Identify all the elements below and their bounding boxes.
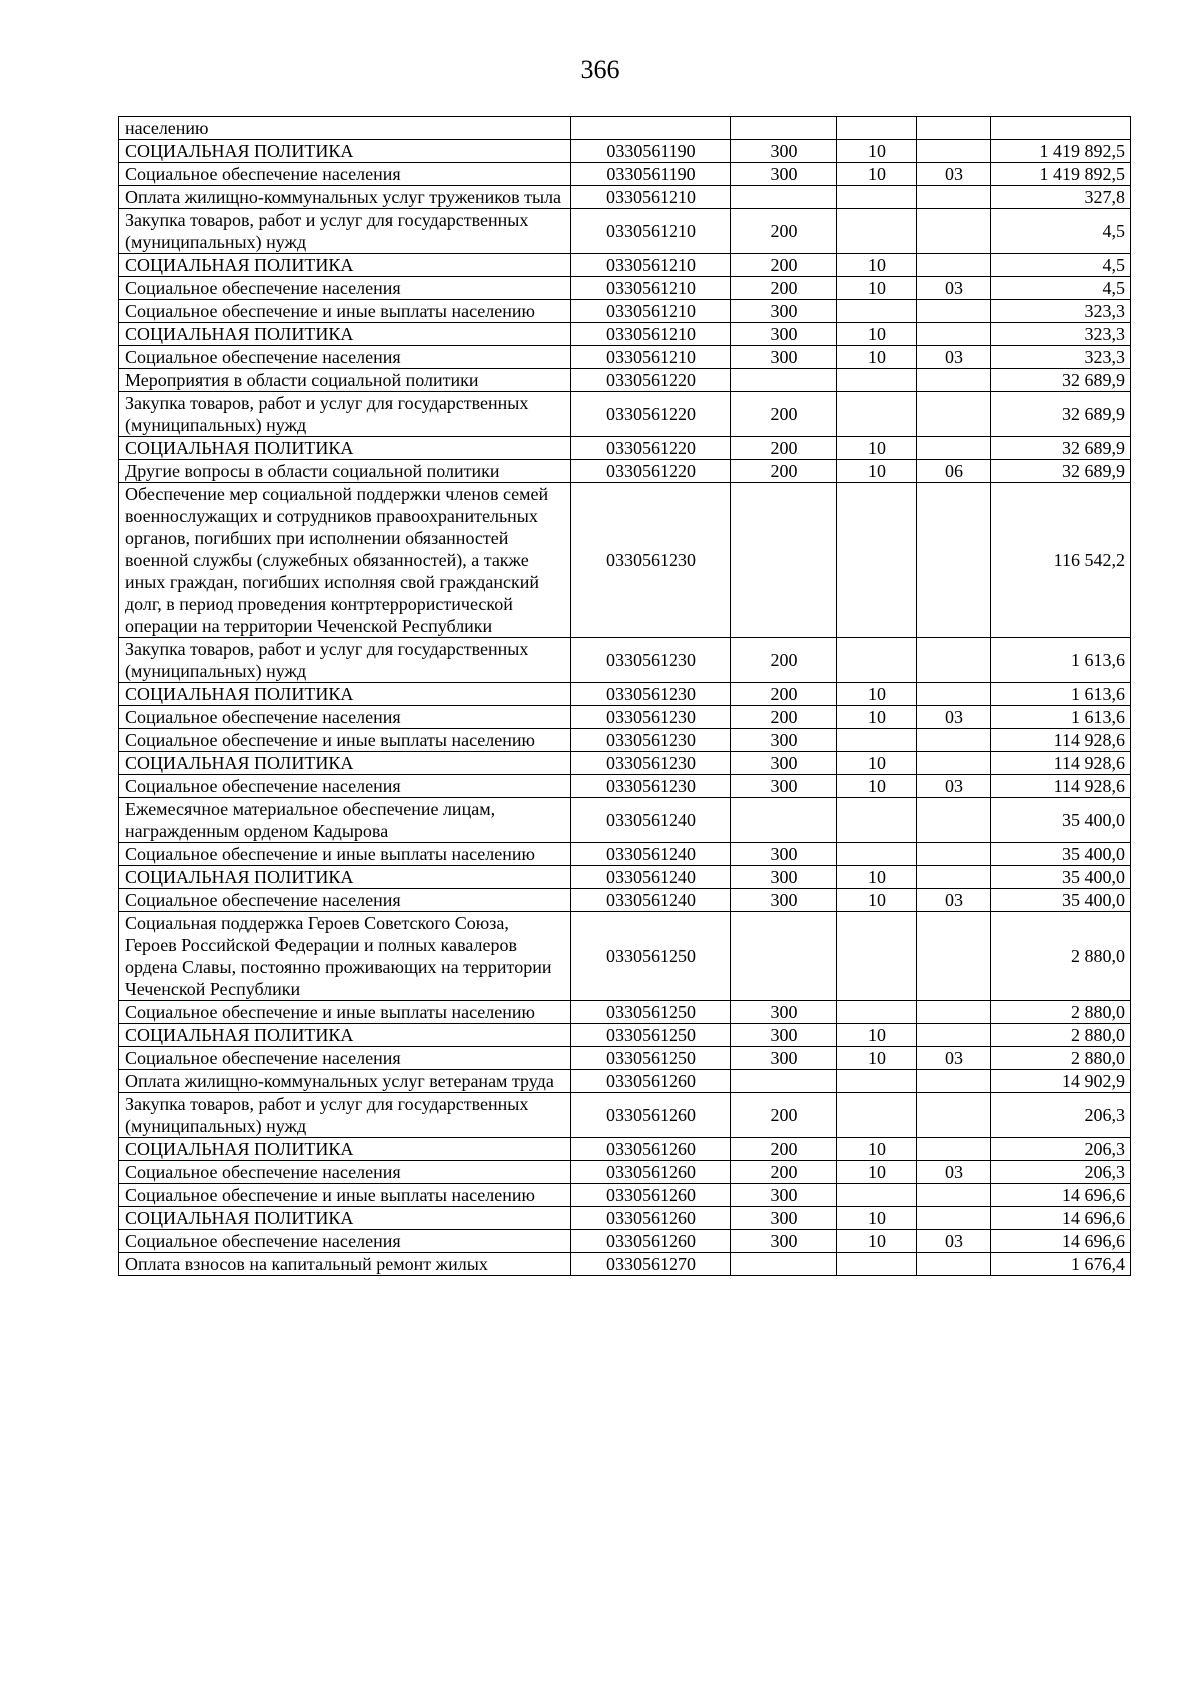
subsection-code-cell	[917, 1138, 991, 1161]
item-name-cell: Социальное обеспечение населения	[119, 775, 571, 798]
subsection-code-cell: 03	[917, 277, 991, 300]
expense-type-code-cell	[731, 369, 837, 392]
expense-type-code-cell: 200	[731, 683, 837, 706]
section-code-cell	[837, 209, 917, 254]
item-name-cell: СОЦИАЛЬНАЯ ПОЛИТИКА	[119, 1138, 571, 1161]
subsection-code-cell	[917, 186, 991, 209]
expense-type-code-cell: 300	[731, 1001, 837, 1024]
subsection-code-cell: 03	[917, 1161, 991, 1184]
expense-type-code-cell: 200	[731, 392, 837, 437]
expense-type-code-cell	[731, 117, 837, 140]
subsection-code-cell: 03	[917, 163, 991, 186]
expense-type-code-cell: 200	[731, 1161, 837, 1184]
table-row	[119, 254, 1131, 277]
table-row	[119, 1024, 1131, 1047]
subsection-code-cell	[917, 798, 991, 843]
expense-type-code-cell: 300	[731, 729, 837, 752]
section-code-cell: 10	[837, 460, 917, 483]
table-row	[119, 369, 1131, 392]
section-code-cell	[837, 729, 917, 752]
target-article-code-cell: 0330561220	[571, 437, 731, 460]
expense-type-code-cell: 300	[731, 1230, 837, 1253]
table-row	[119, 460, 1131, 483]
target-article-code-cell: 0330561230	[571, 775, 731, 798]
item-name-cell: Социальное обеспечение и иные выплаты населению	[119, 729, 571, 752]
target-article-code-cell: 0330561210	[571, 186, 731, 209]
amount-cell: 35 400,0	[991, 843, 1131, 866]
amount-cell: 14 696,6	[991, 1207, 1131, 1230]
target-article-code-cell: 0330561230	[571, 683, 731, 706]
section-code-cell	[837, 483, 917, 638]
subsection-code-cell: 03	[917, 1047, 991, 1070]
target-article-code-cell	[571, 117, 731, 140]
item-name-cell: Социальное обеспечение населения	[119, 706, 571, 729]
item-name-cell: СОЦИАЛЬНАЯ ПОЛИТИКА	[119, 437, 571, 460]
expense-type-code-cell: 300	[731, 1184, 837, 1207]
amount-cell: 1 613,6	[991, 638, 1131, 683]
target-article-code-cell: 0330561230	[571, 706, 731, 729]
page-number: 366	[580, 55, 620, 84]
subsection-code-cell	[917, 323, 991, 346]
expense-type-code-cell	[731, 912, 837, 1001]
amount-cell: 206,3	[991, 1138, 1131, 1161]
section-code-cell: 10	[837, 889, 917, 912]
table-row	[119, 300, 1131, 323]
amount-cell: 14 696,6	[991, 1184, 1131, 1207]
subsection-code-cell	[917, 843, 991, 866]
item-name-cell: Социальное обеспечение и иные выплаты населению	[119, 1184, 571, 1207]
target-article-code-cell: 0330561240	[571, 843, 731, 866]
amount-cell: 35 400,0	[991, 889, 1131, 912]
subsection-code-cell	[917, 483, 991, 638]
amount-cell: 114 928,6	[991, 752, 1131, 775]
target-article-code-cell: 0330561230	[571, 729, 731, 752]
subsection-code-cell	[917, 866, 991, 889]
subsection-code-cell	[917, 209, 991, 254]
item-name-cell: Социальное обеспечение населения	[119, 1230, 571, 1253]
table-row	[119, 775, 1131, 798]
subsection-code-cell	[917, 392, 991, 437]
item-name-cell: Оплата жилищно-коммунальных услуг тружеников тыла	[119, 186, 571, 209]
section-code-cell	[837, 392, 917, 437]
subsection-code-cell	[917, 683, 991, 706]
expense-type-code-cell: 200	[731, 460, 837, 483]
budget-table-body	[119, 117, 1131, 1276]
expense-type-code-cell: 300	[731, 1047, 837, 1070]
item-name-cell: Мероприятия в области социальной политики	[119, 369, 571, 392]
amount-cell: 327,8	[991, 186, 1131, 209]
expense-type-code-cell: 300	[731, 323, 837, 346]
amount-cell: 116 542,2	[991, 483, 1131, 638]
expense-type-code-cell: 300	[731, 346, 837, 369]
table-row	[119, 346, 1131, 369]
amount-cell: 2 880,0	[991, 1024, 1131, 1047]
expense-type-code-cell: 300	[731, 1207, 837, 1230]
subsection-code-cell	[917, 1253, 991, 1276]
table-row	[119, 392, 1131, 437]
amount-cell: 32 689,9	[991, 392, 1131, 437]
amount-cell: 323,3	[991, 323, 1131, 346]
section-code-cell	[837, 1093, 917, 1138]
section-code-cell: 10	[837, 163, 917, 186]
section-code-cell: 10	[837, 1161, 917, 1184]
section-code-cell: 10	[837, 1230, 917, 1253]
table-row	[119, 1207, 1131, 1230]
expense-type-code-cell: 300	[731, 163, 837, 186]
expense-type-code-cell: 200	[731, 437, 837, 460]
amount-cell	[991, 117, 1131, 140]
section-code-cell	[837, 369, 917, 392]
item-name-cell: Социальное обеспечение населения	[119, 1047, 571, 1070]
target-article-code-cell: 0330561210	[571, 209, 731, 254]
subsection-code-cell	[917, 1184, 991, 1207]
item-name-cell: населению	[119, 117, 571, 140]
table-row	[119, 866, 1131, 889]
target-article-code-cell: 0330561250	[571, 1024, 731, 1047]
item-name-cell: СОЦИАЛЬНАЯ ПОЛИТИКА	[119, 752, 571, 775]
table-row	[119, 912, 1131, 1001]
section-code-cell	[837, 638, 917, 683]
target-article-code-cell: 0330561250	[571, 1047, 731, 1070]
subsection-code-cell	[917, 638, 991, 683]
target-article-code-cell: 0330561270	[571, 1253, 731, 1276]
table-row	[119, 277, 1131, 300]
item-name-cell: СОЦИАЛЬНАЯ ПОЛИТИКА	[119, 140, 571, 163]
item-name-cell: Социальное обеспечение и иные выплаты населению	[119, 1001, 571, 1024]
amount-cell: 4,5	[991, 254, 1131, 277]
item-name-cell: Ежемесячное материальное обеспечение лицам, награжденным орденом Кадырова	[119, 798, 571, 843]
table-row	[119, 437, 1131, 460]
section-code-cell: 10	[837, 683, 917, 706]
target-article-code-cell: 0330561240	[571, 866, 731, 889]
table-row	[119, 889, 1131, 912]
amount-cell: 206,3	[991, 1161, 1131, 1184]
item-name-cell: Социальное обеспечение населения	[119, 1161, 571, 1184]
section-code-cell: 10	[837, 437, 917, 460]
target-article-code-cell: 0330561210	[571, 254, 731, 277]
section-code-cell	[837, 843, 917, 866]
target-article-code-cell: 0330561260	[571, 1138, 731, 1161]
target-article-code-cell: 0330561220	[571, 369, 731, 392]
subsection-code-cell	[917, 729, 991, 752]
amount-cell: 32 689,9	[991, 369, 1131, 392]
expense-type-code-cell	[731, 186, 837, 209]
table-row	[119, 729, 1131, 752]
item-name-cell: Закупка товаров, работ и услуг для государственных (муниципальных) нужд	[119, 1093, 571, 1138]
item-name-cell: СОЦИАЛЬНАЯ ПОЛИТИКА	[119, 1024, 571, 1047]
expense-type-code-cell: 200	[731, 706, 837, 729]
section-code-cell	[837, 1184, 917, 1207]
item-name-cell: Социальное обеспечение населения	[119, 346, 571, 369]
item-name-cell: Другие вопросы в области социальной политики	[119, 460, 571, 483]
section-code-cell: 10	[837, 866, 917, 889]
target-article-code-cell: 0330561260	[571, 1093, 731, 1138]
target-article-code-cell: 0330561240	[571, 798, 731, 843]
amount-cell: 14 902,9	[991, 1070, 1131, 1093]
section-code-cell	[837, 186, 917, 209]
subsection-code-cell	[917, 254, 991, 277]
subsection-code-cell: 03	[917, 1230, 991, 1253]
item-name-cell: СОЦИАЛЬНАЯ ПОЛИТИКА	[119, 866, 571, 889]
section-code-cell: 10	[837, 1207, 917, 1230]
amount-cell: 4,5	[991, 277, 1131, 300]
item-name-cell: Социальная поддержка Героев Советского Союза, Героев Российской Федерации и полных кавалеров ордена Славы, постоянно проживающих на территории Чеченской Республики	[119, 912, 571, 1001]
section-code-cell	[837, 912, 917, 1001]
expense-type-code-cell: 300	[731, 140, 837, 163]
amount-cell: 4,5	[991, 209, 1131, 254]
item-name-cell: Социальное обеспечение и иные выплаты населению	[119, 300, 571, 323]
target-article-code-cell: 0330561210	[571, 346, 731, 369]
target-article-code-cell: 0330561210	[571, 300, 731, 323]
expense-type-code-cell: 300	[731, 843, 837, 866]
item-name-cell: Оплата жилищно-коммунальных услуг ветеранам труда	[119, 1070, 571, 1093]
table-row	[119, 1161, 1131, 1184]
expense-type-code-cell: 300	[731, 775, 837, 798]
target-article-code-cell: 0330561190	[571, 163, 731, 186]
budget-table	[118, 116, 1131, 1276]
expense-type-code-cell: 200	[731, 254, 837, 277]
subsection-code-cell	[917, 752, 991, 775]
target-article-code-cell: 0330561230	[571, 638, 731, 683]
item-name-cell: Обеспечение мер социальной поддержки членов семей военнослужащих и сотрудников правоохранительных органов, погибших при исполнении обязанностей военной службы (служебных обязанностей), а также иных граждан, погибших исполняя свой гражданский долг, в период проведения контртеррористической операции на территории Чеченской Республики	[119, 483, 571, 638]
expense-type-code-cell: 200	[731, 1138, 837, 1161]
amount-cell: 1 613,6	[991, 706, 1131, 729]
subsection-code-cell: 03	[917, 889, 991, 912]
target-article-code-cell: 0330561260	[571, 1184, 731, 1207]
subsection-code-cell	[917, 1001, 991, 1024]
section-code-cell	[837, 1001, 917, 1024]
expense-type-code-cell	[731, 483, 837, 638]
section-code-cell: 10	[837, 140, 917, 163]
table-row	[119, 163, 1131, 186]
item-name-cell: Оплата взносов на капитальный ремонт жилых	[119, 1253, 571, 1276]
table-row	[119, 843, 1131, 866]
amount-cell: 1 419 892,5	[991, 140, 1131, 163]
target-article-code-cell: 0330561190	[571, 140, 731, 163]
table-row	[119, 1047, 1131, 1070]
subsection-code-cell	[917, 117, 991, 140]
section-code-cell: 10	[837, 1138, 917, 1161]
table-row	[119, 1138, 1131, 1161]
amount-cell: 1 419 892,5	[991, 163, 1131, 186]
amount-cell: 2 880,0	[991, 1047, 1131, 1070]
table-row	[119, 483, 1131, 638]
subsection-code-cell	[917, 1207, 991, 1230]
expense-type-code-cell: 300	[731, 300, 837, 323]
subsection-code-cell: 03	[917, 775, 991, 798]
subsection-code-cell	[917, 140, 991, 163]
amount-cell: 206,3	[991, 1093, 1131, 1138]
subsection-code-cell	[917, 1093, 991, 1138]
item-name-cell: Социальное обеспечение населения	[119, 163, 571, 186]
table-row	[119, 1253, 1131, 1276]
item-name-cell: Социальное обеспечение населения	[119, 277, 571, 300]
amount-cell: 114 928,6	[991, 775, 1131, 798]
subsection-code-cell	[917, 1024, 991, 1047]
subsection-code-cell	[917, 300, 991, 323]
amount-cell: 1 676,4	[991, 1253, 1131, 1276]
target-article-code-cell: 0330561260	[571, 1161, 731, 1184]
target-article-code-cell: 0330561230	[571, 752, 731, 775]
item-name-cell: СОЦИАЛЬНАЯ ПОЛИТИКА	[119, 1207, 571, 1230]
subsection-code-cell	[917, 912, 991, 1001]
item-name-cell: Закупка товаров, работ и услуг для государственных (муниципальных) нужд	[119, 638, 571, 683]
expense-type-code-cell	[731, 1253, 837, 1276]
item-name-cell: Закупка товаров, работ и услуг для государственных (муниципальных) нужд	[119, 392, 571, 437]
amount-cell: 35 400,0	[991, 798, 1131, 843]
table-row	[119, 117, 1131, 140]
table-row	[119, 798, 1131, 843]
amount-cell: 323,3	[991, 346, 1131, 369]
section-code-cell: 10	[837, 706, 917, 729]
target-article-code-cell: 0330561210	[571, 323, 731, 346]
target-article-code-cell: 0330561260	[571, 1207, 731, 1230]
subsection-code-cell: 03	[917, 706, 991, 729]
expense-type-code-cell: 200	[731, 638, 837, 683]
amount-cell: 2 880,0	[991, 912, 1131, 1001]
expense-type-code-cell: 300	[731, 752, 837, 775]
target-article-code-cell: 0330561260	[571, 1230, 731, 1253]
table-row	[119, 706, 1131, 729]
table-row	[119, 186, 1131, 209]
target-article-code-cell: 0330561250	[571, 1001, 731, 1024]
amount-cell: 35 400,0	[991, 866, 1131, 889]
subsection-code-cell	[917, 437, 991, 460]
section-code-cell	[837, 300, 917, 323]
section-code-cell: 10	[837, 1024, 917, 1047]
amount-cell: 2 880,0	[991, 1001, 1131, 1024]
item-name-cell: Закупка товаров, работ и услуг для государственных (муниципальных) нужд	[119, 209, 571, 254]
target-article-code-cell: 0330561250	[571, 912, 731, 1001]
table-row	[119, 1001, 1131, 1024]
item-name-cell: СОЦИАЛЬНАЯ ПОЛИТИКА	[119, 323, 571, 346]
section-code-cell	[837, 1253, 917, 1276]
amount-cell: 14 696,6	[991, 1230, 1131, 1253]
table-row	[119, 683, 1131, 706]
item-name-cell: СОЦИАЛЬНАЯ ПОЛИТИКА	[119, 254, 571, 277]
amount-cell: 1 613,6	[991, 683, 1131, 706]
expense-type-code-cell: 300	[731, 1024, 837, 1047]
subsection-code-cell: 03	[917, 346, 991, 369]
table-row	[119, 1230, 1131, 1253]
amount-cell: 114 928,6	[991, 729, 1131, 752]
target-article-code-cell: 0330561210	[571, 277, 731, 300]
subsection-code-cell: 06	[917, 460, 991, 483]
table-row	[119, 209, 1131, 254]
expense-type-code-cell: 300	[731, 889, 837, 912]
target-article-code-cell: 0330561240	[571, 889, 731, 912]
expense-type-code-cell: 200	[731, 1093, 837, 1138]
amount-cell: 32 689,9	[991, 460, 1131, 483]
item-name-cell: СОЦИАЛЬНАЯ ПОЛИТИКА	[119, 683, 571, 706]
subsection-code-cell	[917, 1070, 991, 1093]
expense-type-code-cell: 200	[731, 277, 837, 300]
table-row	[119, 752, 1131, 775]
section-code-cell: 10	[837, 775, 917, 798]
target-article-code-cell: 0330561230	[571, 483, 731, 638]
table-row	[119, 323, 1131, 346]
target-article-code-cell: 0330561220	[571, 392, 731, 437]
table-row	[119, 1184, 1131, 1207]
amount-cell: 323,3	[991, 300, 1131, 323]
section-code-cell: 10	[837, 1047, 917, 1070]
subsection-code-cell	[917, 369, 991, 392]
section-code-cell: 10	[837, 323, 917, 346]
expense-type-code-cell	[731, 798, 837, 843]
section-code-cell: 10	[837, 752, 917, 775]
table-row	[119, 638, 1131, 683]
expense-type-code-cell: 200	[731, 209, 837, 254]
table-row	[119, 1093, 1131, 1138]
section-code-cell: 10	[837, 254, 917, 277]
amount-cell: 32 689,9	[991, 437, 1131, 460]
target-article-code-cell: 0330561220	[571, 460, 731, 483]
table-row	[119, 140, 1131, 163]
section-code-cell: 10	[837, 277, 917, 300]
section-code-cell	[837, 1070, 917, 1093]
section-code-cell	[837, 117, 917, 140]
section-code-cell: 10	[837, 346, 917, 369]
expense-type-code-cell: 300	[731, 866, 837, 889]
table-row	[119, 1070, 1131, 1093]
target-article-code-cell: 0330561260	[571, 1070, 731, 1093]
expense-type-code-cell	[731, 1070, 837, 1093]
section-code-cell	[837, 798, 917, 843]
item-name-cell: Социальное обеспечение населения	[119, 889, 571, 912]
item-name-cell: Социальное обеспечение и иные выплаты населению	[119, 843, 571, 866]
